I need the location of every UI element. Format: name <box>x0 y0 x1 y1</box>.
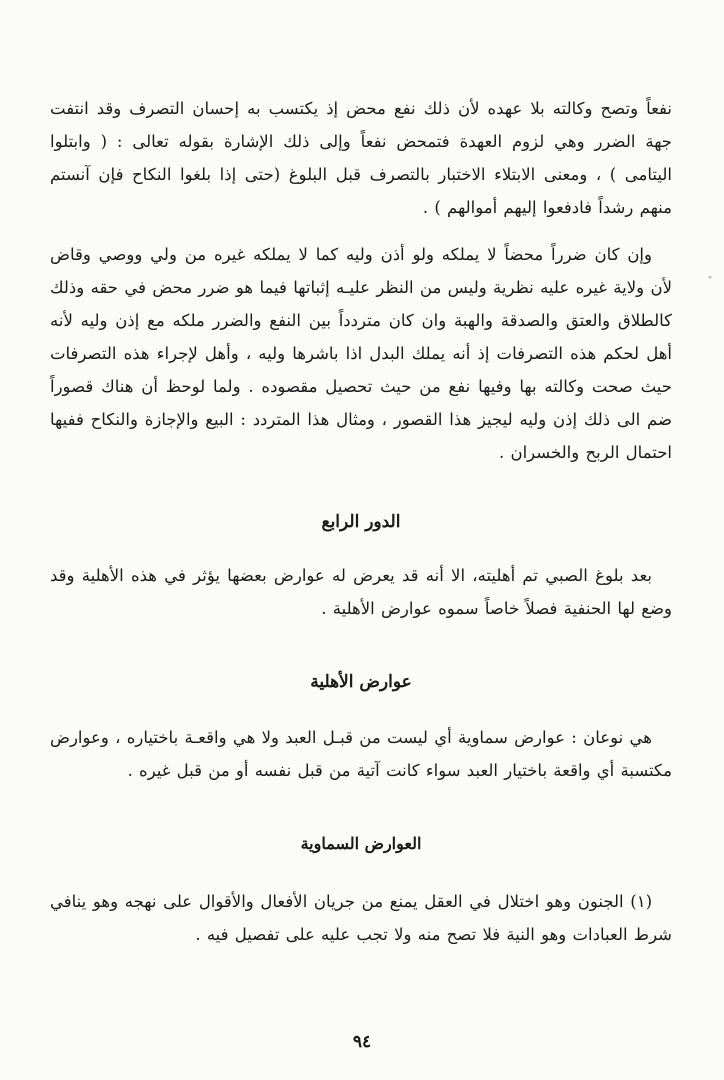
heading-fourth-stage: الدور الرابع <box>321 512 401 532</box>
margin-mark: " <box>707 276 712 286</box>
paragraph-insanity: (١) الجنون وهو اختلال في العقل يمنع من جريان الأفعال والأقوال على نهجه وهو ينافي شرط العبادات وهو النية فلا تصح منه ولا تجب عليه على تفصيل فيه . <box>50 892 672 944</box>
heading-capacity-impediments: عوارض الأهلية <box>310 672 412 692</box>
heading-heavenly-impediments: العوارض السماوية <box>300 834 422 853</box>
paragraph-impediment-types: هي نوعان : عوارض سماوية أي ليست من قبـل العبد ولا هي واقعـة باختياره ، وعوارض مكتسبة أي واقعة باختيار العبد سواء كانت آتية من قبل نفسه أو من قبل غيره . <box>50 728 672 780</box>
paragraph-gap <box>50 224 672 238</box>
page-number: ٩٤ <box>352 1032 372 1052</box>
paragraph-guardianship-benefit: نفعاً وتصح وكالته بلا عهده لأن ذلك نفع محض إذ يكتسب به إحسان التصرف وقد انتفت جهة الضرر وهي لزوم العهدة فتمحض نفعاً وإلى ذلك الإشارة بقوله تعالى : ( وابتلوا اليتامى ) ، ومعنى الابتلاء الاختبار بالتصرف قبل البلوغ (حتى إذا بلغوا النكاح فإن آنستم منهم رشداً فادفعوا إليهم أموالهم ) . <box>50 99 672 217</box>
paragraph-after-puberty: بعد بلوغ الصبي تم أهليته، الا أنه قد يعرض له عوارض بعضها يؤثر في هذه الأهلية وقد وضع لها الحنفية فصلاً خاصاً سموه عوارض الأهلية . <box>50 566 672 618</box>
paragraph-harm-and-doubt: وإن كان ضرراً محضاً لا يملكه ولو أذن وليه كما لا يملكه غيره من ولي ووصي وقاض لأن ولاية غيره عليه نظرية وليس من النظر عليـه إثباتها فيما هو ضرر محض في حقه وذلك كالطلاق والعتق والصدقة والهبة وان كان متردداً بين النفع والضرر ملكه مع إذن وليه لأنه أهل لحكم هذه التصرفات إذ أنه يملك البدل اذا باشرها وليه ، وأهل لإجراء هذه التصرفات حيث صحت وكالته بها وفيها نفع من حيث تحصيل مقصوده . ولما لوحظ أن هناك قصوراً ضم الى ذلك إذن وليه ليجيز هذا القصور ، ومثال هذا المتردد : البيع والإجازة والنكاح ففيها احتمال الربح والخسران . <box>50 245 672 462</box>
